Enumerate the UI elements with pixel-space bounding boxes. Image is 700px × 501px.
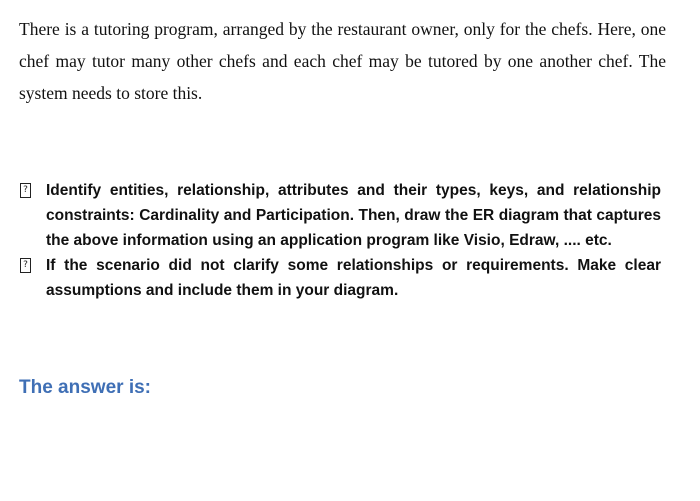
- task-text-assumptions: If the scenario did not clarify some relationships or requirements. Make clear assumptions and include them in your diagram.: [46, 257, 661, 299]
- scenario-paragraph: There is a tutoring program, arranged by the restaurant owner, only for the chefs. Here, one chef may tutor many other chefs and each chef may be tutored by one another chef. The system needs to store this.: [19, 19, 666, 103]
- task-text-identify-entities: Identify entities, relationship, attributes and their types, keys, and relationship constraints: Cardinality and Participation. Then, draw the ER diagram that captures the above information using an application program like Visio, Edraw, .... etc.: [46, 182, 661, 249]
- missing-glyph-bullet-icon: ?: [20, 258, 31, 273]
- task-item-assumptions: [19, 253, 661, 303]
- missing-glyph-bullet-icon: ?: [20, 183, 31, 198]
- task-item-identify-entities: [19, 178, 661, 253]
- task-list: [19, 178, 661, 303]
- answer-heading: The answer is:: [19, 377, 151, 398]
